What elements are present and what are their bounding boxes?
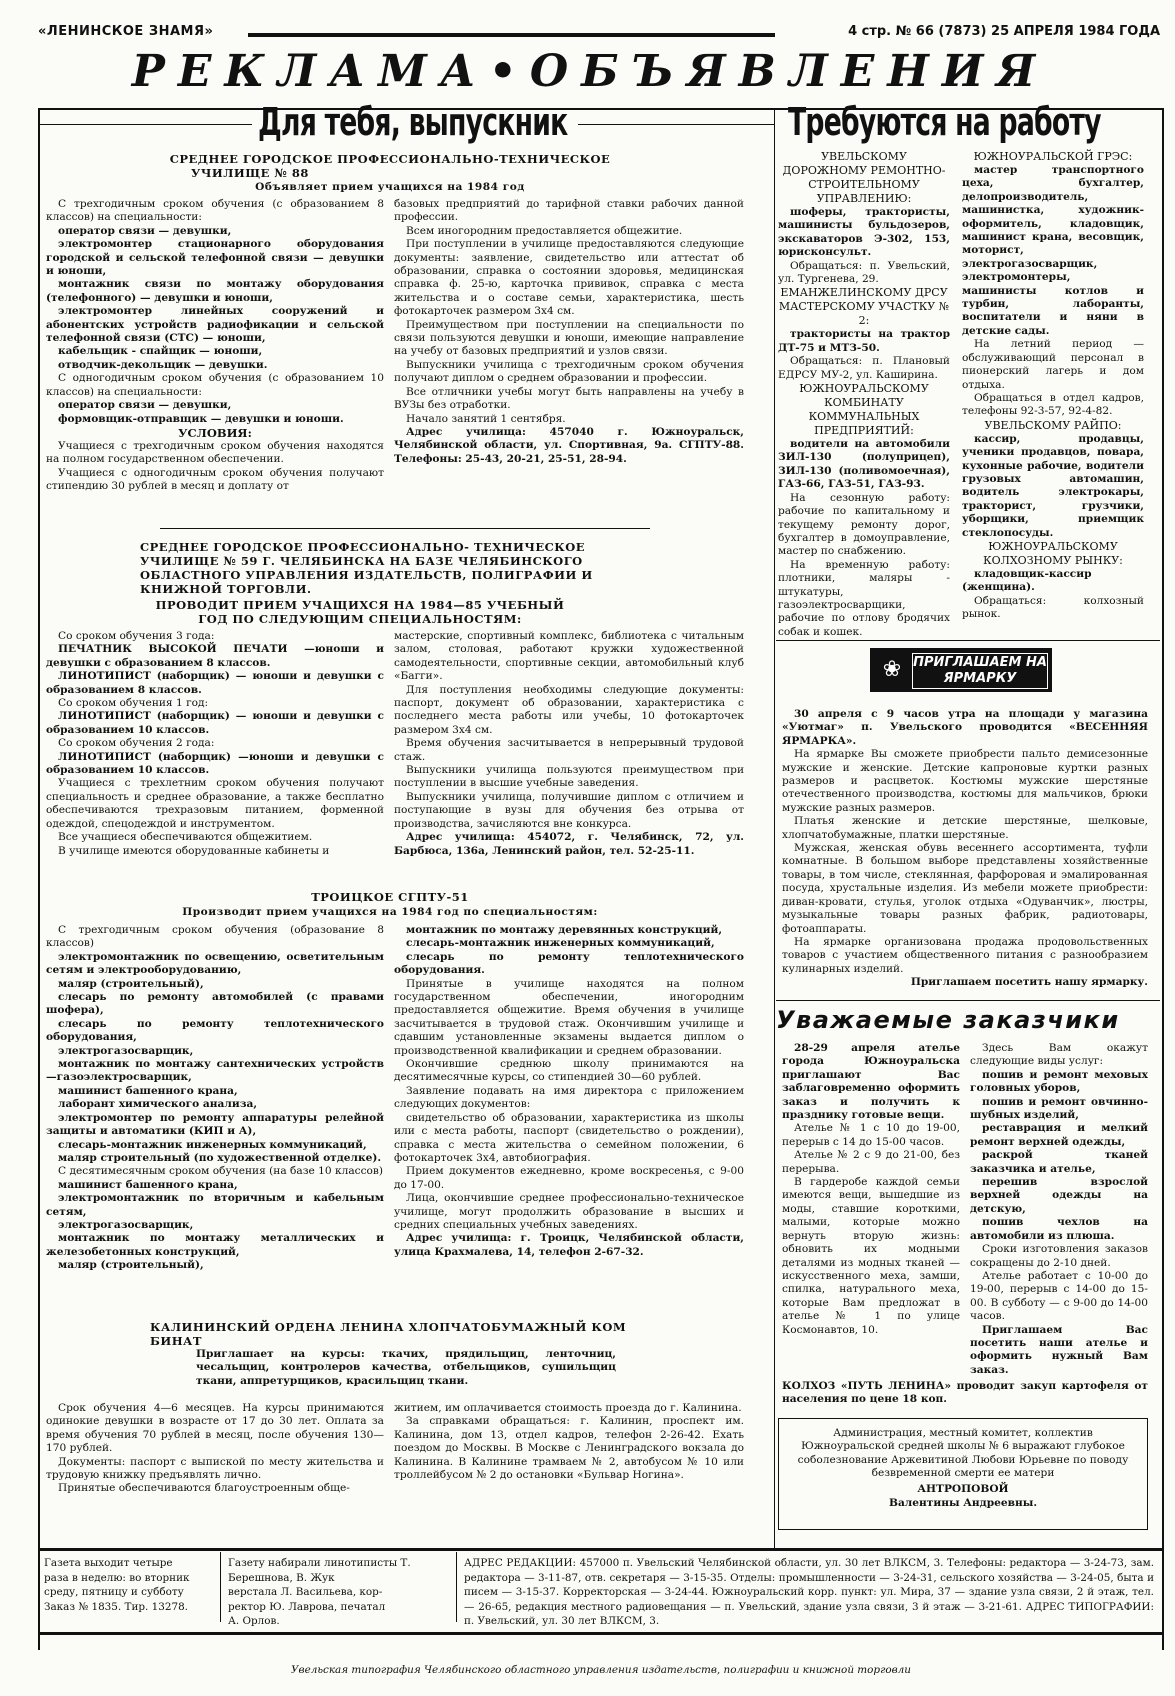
top-rule bbox=[248, 33, 775, 37]
s51-b0: монтажник по монтажу деревянных конструкций, bbox=[406, 924, 723, 936]
s51-a10: слесарь-монтажник инженерных коммуникаций, bbox=[58, 1138, 367, 1151]
uv-a2: Ателье № 2 с 9 до 21-00, без перерыва. bbox=[782, 1149, 960, 1175]
s51-a7: машинист башенного крана, bbox=[58, 1084, 238, 1097]
jobs-a0: УВЕЛЬСКОМУ ДОРОЖНОМУ РЕМОНТНО-СТРОИТЕЛЬНОМУ УПРАВЛЕНИЮ: bbox=[782, 150, 946, 205]
fair-badge-text: ПРИГЛАШАЕМ НА ЯРМАРКУ bbox=[912, 653, 1048, 689]
footer-rule-bottom bbox=[38, 1632, 1162, 1635]
page-frame bbox=[38, 108, 1164, 1650]
s51-a4: слесарь по ремонту теплотехнического оборудования, bbox=[46, 1017, 384, 1044]
footer-c2-0: Газету набирали линотиписты Т. Берешнова, В. Жук bbox=[228, 1557, 411, 1584]
s59-subtitle: ПРОВОДИТ ПРИЕМ УЧАЩИХСЯ НА 1984—85 УЧЕБНЫЙ ГОД ПО СЛЕДУЮЩИМ СПЕЦИАЛЬНОСТЯМ: bbox=[155, 598, 565, 626]
jobs-a9: На временную работу: плотники, маляры - штукатуры, газоэлектросварщики, рабочие по отлову бродячих собак и кошек. bbox=[778, 558, 950, 638]
s51-b8: Лица, окончившие среднее профессионально-техническое училище, могут продолжить образование в высших и средних специальных учебных заведениях. bbox=[394, 1192, 744, 1231]
kal-a0: Срок обучения 4—6 месяцев. На курсы принимаются одинокие девушки в возрасте от 17 до 30 лет. Оплата за время обучения 70 рублей в месяц, после обучения 130—170 рублей. bbox=[46, 1402, 384, 1455]
s51-b4: Окончившие среднюю школу принимаются на десятимесячные курсы, со стипендией 30—60 рублей. bbox=[394, 1058, 744, 1084]
s51-b3: Принятые в училище находятся на полном государственном обеспечении, иногородним предоставляется общежитие. Время обучения в училище засчитывается в трудовой стаж. Окончившим училище и сдавшим установленные экзамены выдается диплом о производственной квалификации и среднем образовании. bbox=[394, 977, 744, 1057]
jobs-b3: Обращаться в отдел кадров, телефоны 92-3-57, 92-4-82. bbox=[962, 391, 1144, 418]
kal-title2: БИНАТ bbox=[150, 1334, 202, 1348]
footer-div2 bbox=[456, 1552, 457, 1622]
jobs-b0: ЮЖНОУРАЛЬСКОЙ ГРЭС: bbox=[973, 150, 1133, 163]
s88-a11: Учащиеся с трехгодичным сроком обучения находятся на полном государственном обеспечении. bbox=[46, 439, 384, 466]
s59-a4: ЛИНОТИПИСТ (наборщик) — юноши и девушки с образованием 10 классов. bbox=[46, 710, 384, 736]
s51-a14: электромонтажник по вторичным и кабельным сетям, bbox=[46, 1192, 384, 1218]
s88-a3: монтажник связи по монтажу оборудования (телефонного) — девушки и юноши, bbox=[46, 278, 384, 304]
s59-b1: Для поступления необходимы следующие документы: паспорт, документ об образовании, характеристика с последнего места работы или учебы, 10 фотокарточек размером 3х4 см. bbox=[394, 683, 744, 736]
kal-b1: За справками обращаться: г. Калинин, проспект им. Калинина, дом 13, отдел кадров, телефон 2-26-42. Ехать поездом до Москвы. В Москве с Ленинградского вокзала до Калинина. В Калинине трамваем № 2, автобусом № 10 или троллейбусом № 2 до остановки «Бульвар Ногина». bbox=[394, 1415, 744, 1482]
uv-b6: пошив чехлов на автомобили из плюша. bbox=[970, 1216, 1148, 1242]
s59-a9: В училище имеются оборудованные кабинеты и bbox=[58, 844, 330, 857]
footer-c2-1: верстала Л. Васильева, кор- bbox=[228, 1586, 383, 1599]
s51-a1: электромонтажник по освещению, осветительным сетям и электрооборудованию, bbox=[46, 950, 384, 977]
s88-a12: Учащиеся с одногодичным сроком обучения получают стипендию 30 рублей в месяц и доплату от bbox=[46, 466, 384, 493]
footer-c1-2: среду, пятницу и субботу bbox=[44, 1586, 184, 1599]
uv-b5: перешив взрослой верхней одежды на детскую, bbox=[970, 1176, 1148, 1215]
column-divider bbox=[774, 108, 775, 1548]
uv-b2: пошив и ремонт овчинно-шубных изделий, bbox=[970, 1095, 1148, 1122]
s88-conditions: УСЛОВИЯ: bbox=[178, 425, 252, 440]
s88-b6: Начало занятий 1 сентября. bbox=[406, 412, 566, 425]
uv-b4: раскрой тканей заказчика и ателье, bbox=[970, 1149, 1148, 1175]
uv-b7: Сроки изготовления заказов сокращены до 2-10 дней. bbox=[970, 1243, 1148, 1269]
s51-a8: лаборант химического анализа, bbox=[58, 1098, 258, 1111]
s59-a7: Учащиеся с трехлетним сроком обучения получают специальность и среднее образование, а также бесплатно обеспечиваются трехразовым питанием, форменной одеждой, спецодеждой и инструментом. bbox=[46, 777, 384, 830]
s59-b2: Время обучения засчитывается в непрерывный трудовой стаж. bbox=[394, 737, 744, 763]
jobs-a7: водители на автомобили ЗИЛ-130 (полуприцеп), ЗИЛ-130 (поливомоечная), ГАЗ-66, ГАЗ-51, ГАЗ-93. bbox=[778, 438, 950, 491]
jobs-a6: ЮЖНОУРАЛЬСКОМУ КОМБИНАТУ КОММУНАЛЬНЫХ ПРЕДПРИЯТИЙ: bbox=[799, 382, 929, 438]
s59-a6: ЛИНОТИПИСТ (наборщик) —юноши и девушки с образованием 10 классов. bbox=[46, 750, 384, 777]
jobs-b5: кассир, продавцы, ученики продавцов, повара, кухонные рабочие, водители грузовых автомашин, водитель электрокары, тракторист, грузчики, уборщики, приемщик стеклопосуды. bbox=[962, 432, 1144, 539]
s51-a16: монтажник по монтажу металлических и железобетонных конструкций, bbox=[46, 1232, 384, 1258]
jobs-b4: УВЕЛЬСКОМУ РАЙПО: bbox=[984, 418, 1122, 432]
kal-a1: Документы: паспорт с выпиской по месту жительства и трудовую книжку предъявлять лично. bbox=[46, 1455, 384, 1482]
s88-a2: электромонтер стационарного оборудования городской и сельской телефонной связи — девушки и юноши, bbox=[46, 238, 384, 278]
s51-a2: маляр (строительный), bbox=[58, 977, 204, 990]
typography-line: Увельская типография Челябинского областного управления издательств, полиграфии и книжной торговли bbox=[291, 1664, 911, 1676]
s59-a0: Со сроком обучения 3 года: bbox=[58, 630, 215, 642]
s51-a11: маляр строительный (по художественной отделке). bbox=[58, 1151, 382, 1164]
s51-b5: Заявление подавать на имя директора с приложением следующих документов: bbox=[394, 1084, 744, 1111]
uv-b0: Здесь Вам окажут следующие виды услуг: bbox=[970, 1042, 1148, 1068]
s51-a9: электромонтер по ремонту аппаратуры релейной защиты и автоматики (КИП и А), bbox=[46, 1111, 384, 1138]
jobs-b7: кладовщик-кассир (женщина). bbox=[962, 567, 1092, 594]
footer-c1-0: Газета выходит четыре bbox=[44, 1557, 173, 1569]
kal-title1: КАЛИНИНСКИЙ ОРДЕНА ЛЕНИНА ХЛОПЧАТОБУМАЖНЫЙ КОМ bbox=[150, 1320, 627, 1334]
s59-a3: Со сроком обучения 1 год: bbox=[58, 697, 209, 710]
kal-b0: житием, им оплачивается стоимость проезда до г. Калинина. bbox=[394, 1402, 742, 1414]
uv-heading: Уважаемые заказчики bbox=[776, 1006, 1120, 1034]
s51-a6: монтажник по монтажу сантехнических устройств —газоэлектросварщик, bbox=[46, 1058, 384, 1084]
s51-a0: С трехгодичным сроком обучения (образование 8 классов) bbox=[46, 924, 384, 950]
fair-5: Приглашаем посетить нашу ярмарку. bbox=[910, 976, 1148, 989]
kal-a2: Принятые обеспечиваются благоустроенным обще- bbox=[58, 1482, 350, 1495]
condolence-name2: Валентины Андреевны. bbox=[888, 1497, 1038, 1509]
uv-a3: В гардеробе каждой семьи имеются вещи, вышедшие из моды, ставшие короткими, малыми, которые можно вернуть вторую жизнь: обновить их модными деталями из модных тканей — искусственного меха, замши, спилка, натурального меха, которые Вам предложат в ателье № 1 по улице Космонавтов, 10. bbox=[782, 1176, 960, 1336]
s59-b5: Адрес училища: 454072, г. Челябинск, 72, ул. Барбюса, 136а, Ленинский район, тел. 52-25-11. bbox=[394, 831, 744, 857]
uv-b1: пошив и ремонт меховых головных уборов, bbox=[970, 1068, 1148, 1095]
footer-rule-top bbox=[38, 1548, 1162, 1551]
s88-b2: При поступлении в училище предоставляются следующие документы: заявление, свидетельство или аттестат об образовании, справка о состоянии здоровья, медицинская справка ф. 25-ю, карточка прививок, справка с места жительства и о составе семьи, характеристика, шесть фотокарточек размером 3х4 см. bbox=[394, 238, 744, 318]
jobs-a2: Обращаться: п. Увельский, ул. Тургенева, 29. bbox=[778, 259, 950, 286]
jobs-b8: Обращаться: колхозный рынок. bbox=[962, 594, 1144, 621]
s59-a8: Все учащиеся обеспечиваются общежитием. bbox=[58, 831, 313, 844]
s88-b3: Преимуществом при поступлении на специальности по связи пользуются девушки и юноши, имеющие направление на учебу от базовых предприятий и узлов связи. bbox=[394, 318, 744, 358]
s59-b0: мастерские, спортивный комплекс, библиотека с читальным залом, столовая, работают кружки художественной самодеятельности, спортивные секции, автомобильный клуб «Багги». bbox=[394, 630, 744, 683]
basket-icon: ❀ bbox=[882, 657, 902, 682]
s88-a8: оператор связи — девушки, bbox=[58, 399, 232, 412]
s88-a7: С одногодичным сроком обучения (с образованием 10 классов) на специальности: bbox=[46, 372, 384, 398]
fair-4: На ярмарке организована продажа продовольственных товаров с участием общественного питания с разнообразием кулинарных изделий. bbox=[782, 935, 1148, 975]
footer-c2-3: А. Орлов. bbox=[228, 1615, 280, 1628]
s88-title2: УЧИЛИЩЕ № 88 bbox=[191, 166, 309, 180]
s88-b5: Все отличники учебы могут быть направлены на учебу в ВУЗы без отработки. bbox=[394, 385, 744, 412]
s51-a17: маляр (строительный), bbox=[58, 1259, 204, 1272]
footer-c3: АДРЕС РЕДАКЦИИ: 457000 п. Увельский Челябинской области, ул. 30 лет ВЛКСМ, 3. Телефоны: редактора — 3-24-73, зам. редактора — 3-11-87, отв. секретаря — 3-15-35. Отделы: промышленности — 3-24-31, сельского хозяйства — 3-24-05, быта и писем — 3-15-37. Корректорская — 3-24-44. Южноуральский корр. пункт: ул. Мира, 37 — здание узла связи, 2 й этаж, тел. — 26-65, редакция местного радиовещания — п. Увельский, здание узла связи, 3 й этаж — 3-21-61. АДРЕС ТИПОГРАФИИ: п. Увельский, ул. 30 лет ВЛКСМ, 3. bbox=[464, 1557, 1154, 1628]
s88-title1: СРЕДНЕЕ ГОРОДСКОЕ ПРОФЕССИОНАЛЬНО-ТЕХНИЧЕСКОЕ bbox=[169, 152, 611, 166]
jobs-a1: шоферы, трактористы, машинисты бульдозеров, экскаваторов Э-302, 153, юрисконсульт. bbox=[778, 206, 950, 259]
s59-b3: Выпускники училища пользуются преимуществом при поступлении в высшие учебные заведения. bbox=[394, 764, 744, 790]
s88-a6: отводчик-декольщик — девушки. bbox=[58, 358, 268, 371]
jobs-b6: ЮЖНОУРАЛЬСКОМУ КОЛХОЗНОМУ РЫНКУ: bbox=[983, 539, 1123, 567]
s88-a5: кабельщик - спайщик — юноши, bbox=[58, 345, 263, 358]
uv-b3: реставрация и мелкий ремонт верхней одежды, bbox=[970, 1122, 1148, 1148]
s51-a5: электрогазосварщик, bbox=[58, 1044, 194, 1057]
top-bar bbox=[38, 22, 1160, 46]
s88-a0: С трехгодичным сроком обучения (с образованием 8 классов) на специальности: bbox=[46, 198, 384, 224]
s51-b1: слесарь-монтажник инженерных коммуникаций, bbox=[406, 937, 715, 950]
footer-div1 bbox=[220, 1552, 221, 1622]
footer-c2 bbox=[228, 1556, 448, 1629]
s59-a1: ПЕЧАТНИК ВЫСОКОЙ ПЕЧАТИ —юноши и девушки с образованием 8 классов. bbox=[46, 643, 384, 669]
issue-line: 4 стр. № 66 (7873) 25 АПРЕЛЯ 1984 ГОДА bbox=[848, 24, 1160, 39]
footer-c1-3: Заказ № 1835. Тир. 13278. bbox=[44, 1600, 188, 1613]
s51-title: ТРОИЦКОЕ СГПТУ-51 bbox=[311, 890, 469, 904]
jobs-b1: мастер транспортного цеха, бухгалтер, делопроизводитель, машинистка, художник- оформитель, кладовщик, машинист крана, весовщик, моторист, электрогазосварщик, электромонтеры, машинисты котлов и турбин, лаборанты, воспитатели и няни в детские сады. bbox=[962, 164, 1144, 337]
left-heading: Для тебя, выпускник bbox=[258, 100, 568, 144]
s51-subtitle: Производит прием учащихся на 1984 год по специальностям: bbox=[182, 906, 598, 918]
s88-subtitle: Объявляет прием учащихся на 1984 год bbox=[255, 181, 525, 193]
s59-a2: ЛИНОТИПИСТ (наборщик) — юноши и девушки с образованием 8 классов. bbox=[46, 670, 384, 696]
s51-b7: Прием документов ежедневно, кроме воскресенья, с 9-00 до 17-00. bbox=[394, 1165, 744, 1191]
right-heading: Требуются на работу bbox=[788, 100, 1101, 144]
s88-a4: электромонтер линейных сооружений и абонентских устройств радиофикации и сельской телефонной связи (СТС) — юноши, bbox=[46, 305, 384, 345]
kolkhoz-ad: КОЛХОЗ «ПУТЬ ЛЕНИНА» проводит закуп картофеля от населения по цене 18 коп. bbox=[782, 1380, 1148, 1406]
s51-b6: свидетельство об образовании, характеристика из школы или с места работы, паспорт (свидетельство о рождении), справка с места жительства о семейном положении, 6 фотокарточек 3х4, автобиография. bbox=[394, 1111, 744, 1164]
s59-title: СРЕДНЕЕ ГОРОДСКОЕ ПРОФЕССИОНАЛЬНО- ТЕХНИЧЕСКОЕ УЧИЛИЩЕ № 59 Г. ЧЕЛЯБИНСКА НА БАЗЕ ЧЕЛЯБИНСКОГО ОБЛАСТНОГО УПРАВЛЕНИЯ ИЗДАТЕЛЬСТВ, ПОЛИГРАФИИ И КНИЖНОЙ ТОРГОВЛИ. bbox=[140, 540, 593, 596]
uv-b9: Приглашаем Вас посетить наши ателье и оформить нужный Вам заказ. bbox=[970, 1323, 1148, 1376]
fair-1: На ярмарке Вы сможете приобрести пальто демисезонные мужские и женские. Детские капроновые куртки разных размеров и расцветок. Костюмы мужские шерстяные отечественного производства, костюмы для мальчиков, брюки мужские разных размеров. bbox=[782, 748, 1148, 814]
fair-0: 30 апреля с 9 часов утра на площади у магазина «Уютмаг» п. Увельского проводится «ВЕСЕННЯЯ ЯРМАРКА». bbox=[782, 708, 1148, 747]
condolence-name1: АНТРОПОВОЙ bbox=[917, 1483, 1009, 1495]
masthead: РЕКЛАМА•ОБЪЯВЛЕНИЯ bbox=[131, 46, 1049, 97]
s59-a5: Со сроком обучения 2 года: bbox=[58, 737, 215, 750]
footer-c2-2: ректор Ю. Лаврова, печатал bbox=[228, 1600, 386, 1613]
s51-b9: Адрес училища: г. Троицк, Челябинской области, улица Крахмалева, 14, телефон 2-67-32. bbox=[394, 1232, 744, 1258]
s51-a15: электрогазосварщик, bbox=[58, 1218, 194, 1231]
s88-b1: Всем иногородним предоставляется общежитие. bbox=[406, 224, 683, 237]
jobs-a3: ЕМАНЖЕЛИНСКОМУ ДРСУ МАСТЕРСКОМУ УЧАСТКУ № 2: bbox=[778, 286, 950, 328]
paper-name: «ЛЕНИНСКОЕ ЗНАМЯ» bbox=[38, 24, 214, 39]
uv-a0: 28-29 апреля ателье города Южноуральска приглашают Вас заблаговременно оформить заказ и получить к празднику готовые вещи. bbox=[782, 1042, 960, 1122]
condolence-text: Администрация, местный комитет, коллектив Южноуральской средней школы № 6 выражают глубокое соболезнование Аржевитиной Любови Юрьевне по поводу безвременной смерти ее матери bbox=[797, 1427, 1129, 1480]
jobs-a4: трактористы на трактор ДТ-75 и МТЗ-50. bbox=[778, 328, 950, 354]
s59-b4: Выпускники училища, получившие диплом с отличием и поступающие в вузы для обучения без отрыва от производства, зачисляются вне конкурса. bbox=[394, 790, 744, 830]
uv-b8: Ателье работает с 10-00 до 19-00, перерыв с 14-00 до 15-00. В субботу — с 9-00 до 14-00 часов. bbox=[970, 1269, 1148, 1323]
jobs-b2: На летний период —обслуживающий персонал в пионерский лагерь и дом отдыха. bbox=[962, 338, 1144, 391]
jobs-a5: Обращаться: п. Плановый ЕДРСУ МУ-2, ул. Каширина. bbox=[778, 355, 950, 381]
s51-b2: слесарь по ремонту теплотехнического оборудования. bbox=[394, 950, 744, 977]
kal-subtitle: Приглашает на курсы: ткачих, прядильщиц, ленточниц, чесальщиц, контролеров качества, отбельщиков, сушильщиц ткани, аппретурщиков, красильщиц ткани. bbox=[196, 1348, 616, 1387]
s88-b7: Адрес училища: 457040 г. Южноуральск, Челябинской области, ул. Спортивная, 9а. СГПТУ-88. Телефоны: 25-43, 20-21, 25-51, 28-94. bbox=[394, 425, 744, 465]
s51-a12: С десятимесячным сроком обучения (на базе 10 классов) bbox=[58, 1165, 384, 1178]
footer-c1-1: раза в неделю: во вторник bbox=[44, 1571, 190, 1584]
fair-3: Мужская, женская обувь весеннего ассортимента, туфли комнатные. В большом выборе представлены хозяйственные товары, в том числе, стеклянная, фарфоровая и эмалированная посуда, хрустальные изделия. Из мебели можете приобрести: диван-кровати, стулья, уголок отдыха «Одуванчик», люстры, музыкальные товары разных фабрик, радиотовары, фотоаппараты. bbox=[782, 842, 1148, 935]
uv-a1: Ателье № 1 с 10 до 19-00, перерыв с 14 до 15-00 часов. bbox=[782, 1122, 960, 1148]
footer-c1 bbox=[44, 1556, 214, 1614]
jobs-a8: На сезонную работу: рабочие по капитальному и текущему ремонту дорог, бухгалтер в домоуправление, мастер по снабжению. bbox=[778, 491, 950, 558]
s88-a1: оператор связи — девушки, bbox=[58, 224, 232, 237]
s88-b0: базовых предприятий до тарифной ставки рабочих данной профессии. bbox=[394, 198, 744, 224]
s51-a13: машинист башенного крана, bbox=[58, 1178, 238, 1191]
fair-2: Платья женские и детские шерстяные, шелковые, хлопчатобумажные, платки шерстяные. bbox=[782, 815, 1148, 841]
s88-a9: формовщик-отправщик — девушки и юноши. bbox=[58, 412, 344, 425]
s88-b4: Выпускники училища с трехгодичным сроком обучения получают диплом о среднем образовании и профессии. bbox=[394, 358, 744, 385]
s51-a3: слесарь по ремонту автомобилей (с правами шофера), bbox=[46, 991, 384, 1017]
